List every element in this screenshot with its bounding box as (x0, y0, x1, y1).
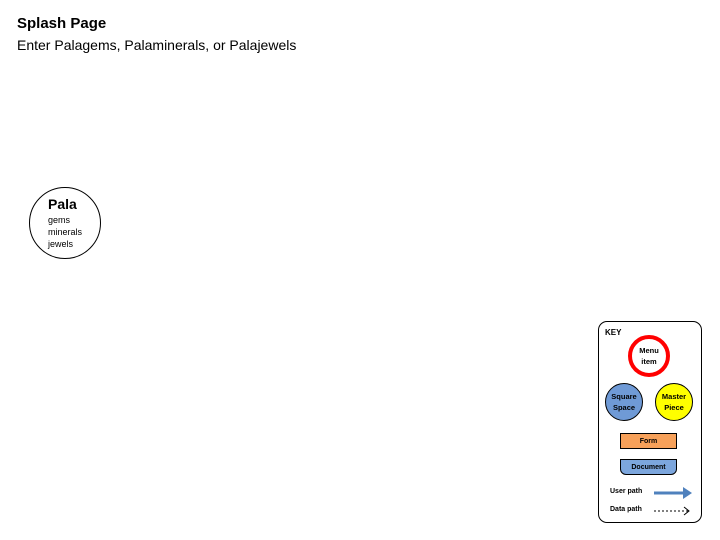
legend-masterpiece-label-line2: Piece (664, 403, 684, 412)
legend-masterpiece-label-line1: Master (661, 392, 687, 401)
legend-form (620, 433, 677, 449)
pala-node-gems: gems (48, 215, 71, 225)
legend-squarespace-label-line1: Square (611, 392, 637, 401)
legend-squarespace-label-line2: Space (612, 403, 636, 412)
legend-squarespace (605, 383, 643, 421)
pala-node-title: Pala (48, 196, 77, 212)
legend-document-label: Document (631, 463, 666, 471)
data-path-arrow-icon (653, 504, 693, 518)
legend-menu-item-label-line1: Menu (639, 346, 659, 355)
page-title: Splash Page (17, 15, 107, 32)
legend-user-path-label: User path (610, 488, 643, 495)
legend-menu-item-label-line2: item (641, 357, 657, 366)
pala-node-jewels: jewels (48, 239, 74, 249)
legend-data-path-label: Data path (610, 506, 642, 513)
page-subtitle: Enter Palagems, Palaminerals, or Palajewels (17, 37, 297, 53)
legend-masterpiece (655, 383, 693, 421)
legend-form-label: Form (639, 437, 658, 445)
key-label: KEY (605, 328, 622, 337)
legend-menu-item (628, 335, 670, 377)
pala-node-minerals: minerals (48, 227, 83, 237)
legend-key (598, 321, 702, 523)
pala-menu-item[interactable] (29, 187, 101, 259)
legend-document (620, 459, 677, 475)
user-path-arrow-icon (653, 486, 693, 500)
